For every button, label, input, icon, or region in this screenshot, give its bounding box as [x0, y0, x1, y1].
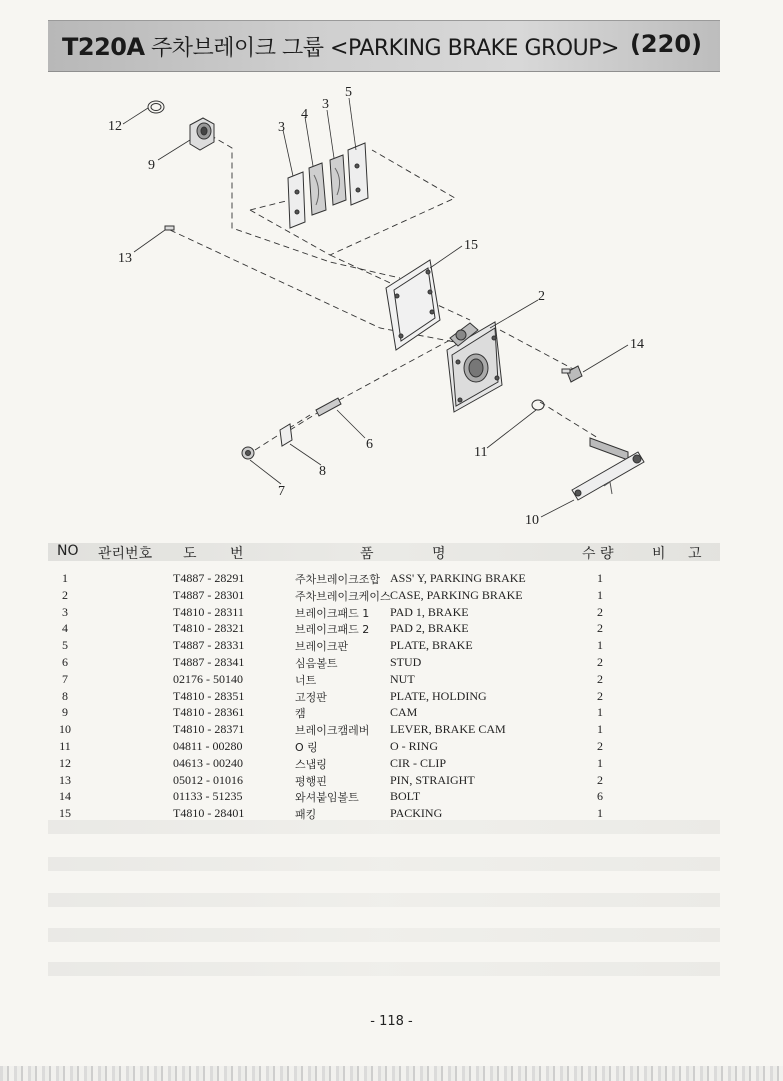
callout-4: 4 — [301, 107, 308, 122]
part-9-cam — [190, 118, 214, 150]
row-name-en: PACKING — [390, 806, 443, 821]
row-qty: 1 — [597, 705, 603, 720]
row-name-kr: O 링 — [295, 740, 318, 754]
row-no: 11 — [59, 738, 71, 753]
row-name-kr: 고정판 — [295, 690, 327, 704]
callout-10: 10 — [525, 513, 539, 528]
row-no: 12 — [59, 755, 71, 770]
row-name-en: PLATE, BRAKE — [390, 638, 473, 653]
callout-15: 15 — [464, 238, 478, 253]
row-no: 14 — [59, 789, 71, 804]
model-code: T220A — [62, 33, 145, 61]
row-qty: 2 — [597, 671, 603, 686]
row-qty: 1 — [597, 722, 603, 737]
row-name-en: NUT — [390, 671, 415, 686]
row-name-kr: 심음볼트 — [295, 656, 338, 670]
group-number: (220) — [629, 30, 702, 58]
callout-5: 5 — [345, 85, 352, 100]
row-part-code: T4810 - 28311 — [173, 604, 244, 619]
row-no: 10 — [59, 722, 71, 737]
header-drawing-2: 번 — [230, 546, 244, 562]
row-qty: 2 — [597, 688, 603, 703]
exploded-parts-diagram — [0, 72, 783, 532]
table-row — [0, 704, 783, 721]
callout-14: 14 — [630, 337, 644, 352]
row-name-en: CAM — [390, 705, 418, 720]
row-qty: 2 — [597, 654, 603, 669]
header-remarks-1: 비 — [652, 546, 666, 562]
row-part-code: T4887 - 28301 — [173, 587, 245, 602]
blank-row-shade — [48, 928, 720, 942]
row-name-kr: 와셔붙임볼트 — [295, 791, 359, 805]
row-part-code: T4887 - 28341 — [173, 654, 245, 669]
row-name-en: LEVER, BRAKE CAM — [390, 722, 506, 737]
part-8-holding-plate — [280, 424, 292, 446]
row-name-kr: 브레이크캠레버 — [295, 724, 370, 738]
row-no: 5 — [62, 638, 68, 653]
row-name-en: PAD 1, BRAKE — [390, 604, 469, 619]
callout-3-right: 3 — [322, 97, 329, 112]
page-title — [62, 31, 619, 62]
table-row — [0, 587, 783, 604]
callout-11: 11 — [474, 445, 488, 460]
callout-12: 12 — [108, 119, 122, 134]
row-name-kr: 주차브레이크케이스 — [295, 589, 391, 603]
table-row — [0, 654, 783, 671]
row-name-en: PLATE, HOLDING — [390, 688, 487, 703]
row-part-code: T4887 - 28331 — [173, 638, 245, 653]
part-5-brake-plate — [348, 143, 368, 205]
header-name-1: 품 — [360, 546, 374, 562]
row-qty: 2 — [597, 604, 603, 619]
title-bar — [48, 20, 720, 72]
table-row — [0, 721, 783, 738]
row-no: 2 — [62, 587, 68, 602]
row-name-kr: 너트 — [295, 673, 317, 687]
table-row — [0, 620, 783, 637]
row-name-en: BOLT — [390, 789, 421, 804]
row-no: 3 — [62, 604, 68, 619]
part-13-straight-pin — [165, 226, 174, 230]
header-no: NO — [57, 543, 79, 559]
callout-8: 8 — [319, 464, 326, 479]
header-drawing-1: 도 — [183, 546, 197, 562]
row-name-kr: 캠 — [295, 707, 306, 721]
row-qty: 1 — [597, 571, 603, 585]
part-11-o-ring — [532, 400, 544, 410]
part-6-stud — [316, 398, 341, 416]
row-no: 13 — [59, 772, 71, 787]
row-part-code: 01133 - 51235 — [173, 789, 243, 804]
table-row — [0, 688, 783, 705]
callout-2: 2 — [538, 289, 545, 304]
table-row — [0, 604, 783, 621]
header-name-2: 명 — [432, 546, 446, 562]
row-qty: 2 — [597, 738, 603, 753]
callout-7: 7 — [278, 484, 285, 499]
table-row — [0, 738, 783, 755]
row-name-kr: 주차브레이크조합 — [295, 573, 381, 586]
header-remarks-2: 고 — [688, 546, 702, 562]
scan-edge-artifact — [0, 1066, 783, 1081]
row-no: 4 — [62, 621, 68, 636]
blank-row-shade — [48, 820, 720, 834]
row-qty: 1 — [597, 638, 603, 653]
row-name-en: ASS' Y, PARKING BRAKE — [390, 571, 526, 585]
part-3-pad-right — [330, 155, 346, 205]
row-name-en: CASE, PARKING BRAKE — [390, 587, 523, 602]
row-part-code: T4810 - 28351 — [173, 688, 245, 703]
row-qty: 2 — [597, 621, 603, 636]
callout-13: 13 — [118, 251, 132, 266]
part-3-pad-left — [288, 172, 305, 228]
row-part-code: T4887 - 28291 — [173, 571, 245, 585]
page-number: - 118 - — [370, 1014, 413, 1029]
row-name-kr: 브레이크판 — [295, 640, 349, 654]
callout-9: 9 — [148, 158, 155, 173]
row-name-kr: 평행핀 — [295, 774, 327, 788]
row-qty: 1 — [597, 806, 603, 821]
table-row — [0, 671, 783, 688]
row-name-en: STUD — [390, 654, 422, 669]
part-10-brake-cam-lever — [572, 438, 644, 500]
part-2-brake-case — [447, 322, 502, 412]
row-no: 1 — [62, 571, 68, 585]
row-no: 9 — [62, 705, 68, 720]
parts-table-body — [0, 570, 783, 822]
row-part-code: 05012 - 01016 — [173, 772, 243, 787]
callout-6: 6 — [366, 437, 373, 452]
row-part-code: 02176 - 50140 — [173, 671, 243, 686]
row-no: 15 — [59, 806, 71, 821]
row-part-code: 04613 - 00240 — [173, 755, 243, 770]
row-no: 8 — [62, 688, 68, 703]
row-part-code: T4810 - 28321 — [173, 621, 245, 636]
row-part-code: T4810 - 28371 — [173, 722, 245, 737]
table-row — [0, 805, 783, 822]
row-name-en: CIR - CLIP — [390, 755, 447, 770]
row-name-en: O - RING — [390, 738, 438, 753]
table-row — [0, 755, 783, 772]
part-7-nut — [242, 447, 254, 459]
row-name-kr: 스냅링 — [295, 757, 327, 771]
group-title: 주차브레이크 그룹 <PARKING BRAKE GROUP> — [151, 36, 619, 61]
table-row — [0, 788, 783, 805]
row-part-code: T4810 - 28401 — [173, 806, 245, 821]
row-no: 7 — [62, 671, 68, 686]
row-part-code: T4810 - 28361 — [173, 705, 245, 720]
header-quantity: 수 량 — [582, 546, 614, 562]
row-no: 6 — [62, 654, 68, 669]
row-name-en: PIN, STRAIGHT — [390, 772, 475, 787]
row-part-code: 04811 - 00280 — [173, 738, 243, 753]
blank-row-shade — [48, 893, 720, 907]
row-name-en: PAD 2, BRAKE — [390, 621, 469, 636]
table-row — [0, 772, 783, 789]
table-row — [0, 570, 783, 587]
callout-3-left: 3 — [278, 120, 285, 135]
row-name-kr: 브레이크패드 1 — [295, 606, 370, 620]
part-15-packing — [386, 260, 440, 350]
blank-row-shade — [48, 962, 720, 976]
header-mgmt-number: 관리번호 — [98, 546, 153, 562]
part-4-pad — [309, 163, 326, 215]
row-qty: 1 — [597, 587, 603, 602]
table-row — [0, 637, 783, 654]
row-name-kr: 패킹 — [295, 808, 317, 822]
row-qty: 1 — [597, 755, 603, 770]
blank-row-shade — [48, 857, 720, 871]
row-qty: 2 — [597, 772, 603, 787]
parts-table-header — [0, 543, 783, 563]
row-qty: 6 — [597, 789, 603, 804]
part-12-snap-ring — [148, 101, 164, 113]
row-name-kr: 브레이크패드 2 — [295, 623, 370, 637]
